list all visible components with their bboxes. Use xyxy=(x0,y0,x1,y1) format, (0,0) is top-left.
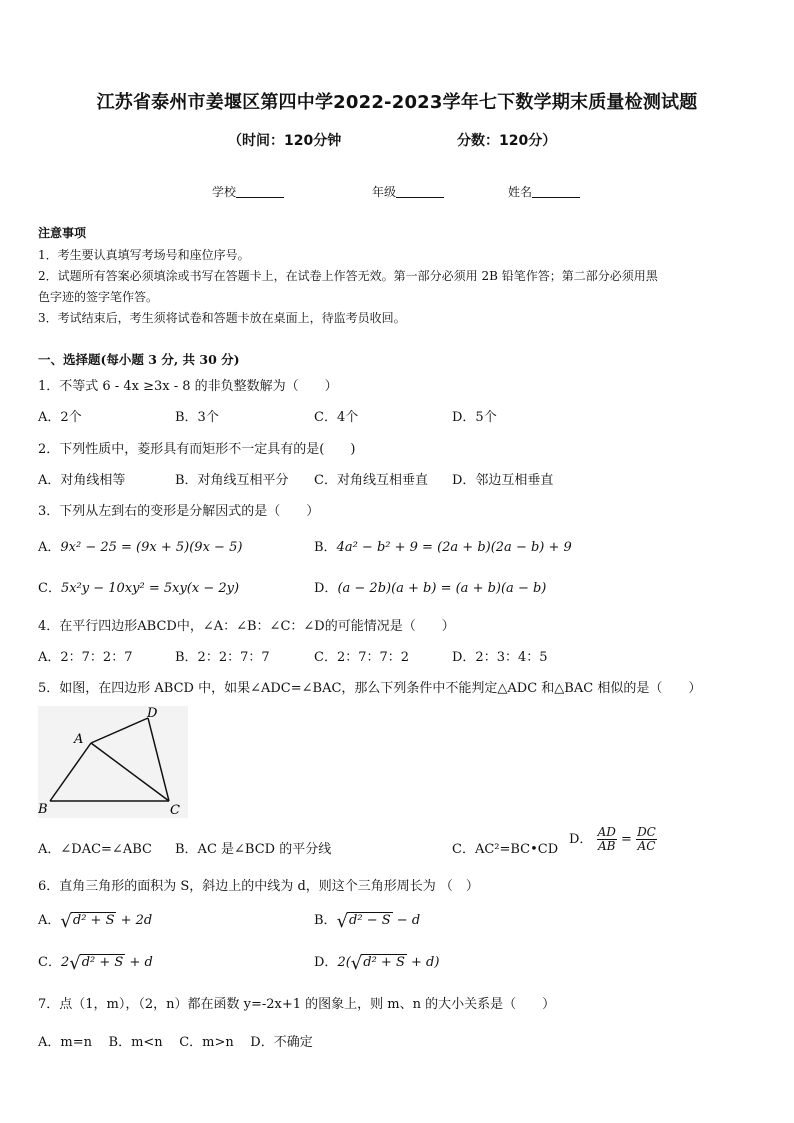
q2-option-c: C．对角线互相垂直 xyxy=(314,473,428,488)
q4-option-d: D．2：3：4：5 xyxy=(452,650,548,665)
q5-option-b: B．AC 是∠BCD 的平分线 xyxy=(175,842,332,857)
name-blank xyxy=(532,185,580,198)
question-1: 1．不等式 6 - 4x ≥3x - 8 的非负整数解为（ ） xyxy=(38,379,338,394)
q3-option-b: B．4a² − b² + 9 = (2a + b)(2a − b) + 9 xyxy=(314,540,572,555)
q5-option-d: D． $\frac{AD}{AB}$ = $\frac{DC}{AC}$ xyxy=(569,825,656,853)
q6-option-a: A．√d² + S + 2d xyxy=(38,911,153,932)
q3-option-a: A．9x² − 25 = (9x + 5)(9x − 5) xyxy=(38,540,243,555)
q4-option-b: B．2：2：7：7 xyxy=(175,650,270,665)
q2-option-d: D．邻边互相垂直 xyxy=(452,473,554,488)
vertex-label-a: A xyxy=(74,732,84,747)
q1-option-a: A．2个 xyxy=(38,410,82,425)
q1-option-c: C．4个 xyxy=(314,410,359,425)
exam-score: 分数：120分） xyxy=(457,133,557,149)
section-heading: 一、选择题(每小题 3 分, 共 30 分) xyxy=(38,352,240,367)
q3-option-c: C．5x²y − 10xy² = 5xy(x − 2y) xyxy=(38,581,240,596)
q7-option-d: D．不确定 xyxy=(250,1035,313,1050)
question-4: 4．在平行四边形ABCD中，∠A：∠B：∠C：∠D的可能情况是（ ） xyxy=(38,619,455,634)
q4-option-c: C．2：7：7：2 xyxy=(314,650,410,665)
q1-option-d: D．5个 xyxy=(452,410,497,425)
question-2: 2．下列性质中，菱形具有而矩形不一定具有的是( ) xyxy=(38,442,356,457)
question-7: 7．点（1，m），（2，n）都在函数 y=-2x+1 的图象上，则 m、n 的大小关系是（ ） xyxy=(38,997,556,1012)
q7-option-c: C．m>n xyxy=(179,1035,234,1050)
school-field xyxy=(212,183,284,200)
q2-option-a: A．对角线相等 xyxy=(38,473,126,488)
q3-option-d: D．(a − 2b)(a + b) = (a + b)(a − b) xyxy=(314,581,547,596)
grade-label: 年级 xyxy=(372,185,397,199)
q2-option-b: B．对角线互相平分 xyxy=(175,473,289,488)
note-item: 1．考生要认真填写考场号和座位序号。 xyxy=(38,248,250,262)
q7-option-b: B．m<n xyxy=(108,1035,163,1050)
quadrilateral-figure xyxy=(38,706,188,818)
q7-options xyxy=(38,1031,313,1050)
question-3: 3．下列从左到右的变形是分解因式的是（ ） xyxy=(38,504,320,519)
school-label: 学校 xyxy=(212,185,237,199)
q5-option-a: A．∠DAC=∠ABC xyxy=(38,842,152,857)
name-label: 姓名 xyxy=(508,185,533,199)
note-item: 3．考试结束后，考生须将试卷和答题卡放在桌面上，待监考员收回。 xyxy=(38,311,406,325)
q4-option-a: A．2：7：2：7 xyxy=(38,650,133,665)
vertex-label-d: D xyxy=(147,706,158,721)
note-item: 2．试题所有答案必须填涂或书写在答题卡上，在试卷上作答无效。第一部分必须用 2B 铅笔作答；第二部分必须用黑 xyxy=(38,269,658,283)
q7-option-a: A．m=n xyxy=(38,1035,92,1050)
q6-option-b: B．√d² − S − d xyxy=(314,911,421,932)
notes-heading: 注意事项 xyxy=(38,226,87,240)
grade-field xyxy=(372,183,444,200)
q6-option-d: D．2(√d² + S + d) xyxy=(314,953,440,974)
page-title: 江苏省泰州市姜堰区第四中学2022-2023学年七下数学期末质量检测试题 xyxy=(96,92,698,113)
school-blank xyxy=(236,185,284,198)
question-5: 5．如图，在四边形 ABCD 中，如果∠ADC=∠BAC，那么下列条件中不能判定△ADC 和△BAC 相似的是（ ） xyxy=(38,681,702,696)
fraction-ad-ab: $\frac{AD}{AB}$ xyxy=(597,825,616,853)
fraction-dc-ac: $\frac{DC}{AC}$ xyxy=(637,825,656,853)
vertex-label-c: C xyxy=(170,803,180,818)
q5-option-c: C．AC²=BC•CD xyxy=(452,842,559,857)
grade-blank xyxy=(396,185,444,198)
note-item: 色字迹的签字笔作答。 xyxy=(38,290,159,304)
q6-option-c: C．2√d² + S + d xyxy=(38,953,153,974)
question-6: 6．直角三角形的面积为 S，斜边上的中线为 d，则这个三角形周长为 （ ） xyxy=(38,879,479,894)
q1-option-b: B．3个 xyxy=(175,410,219,425)
vertex-label-b: B xyxy=(38,802,48,817)
name-field xyxy=(508,183,580,200)
exam-time: （时间：120分钟 xyxy=(228,133,342,149)
